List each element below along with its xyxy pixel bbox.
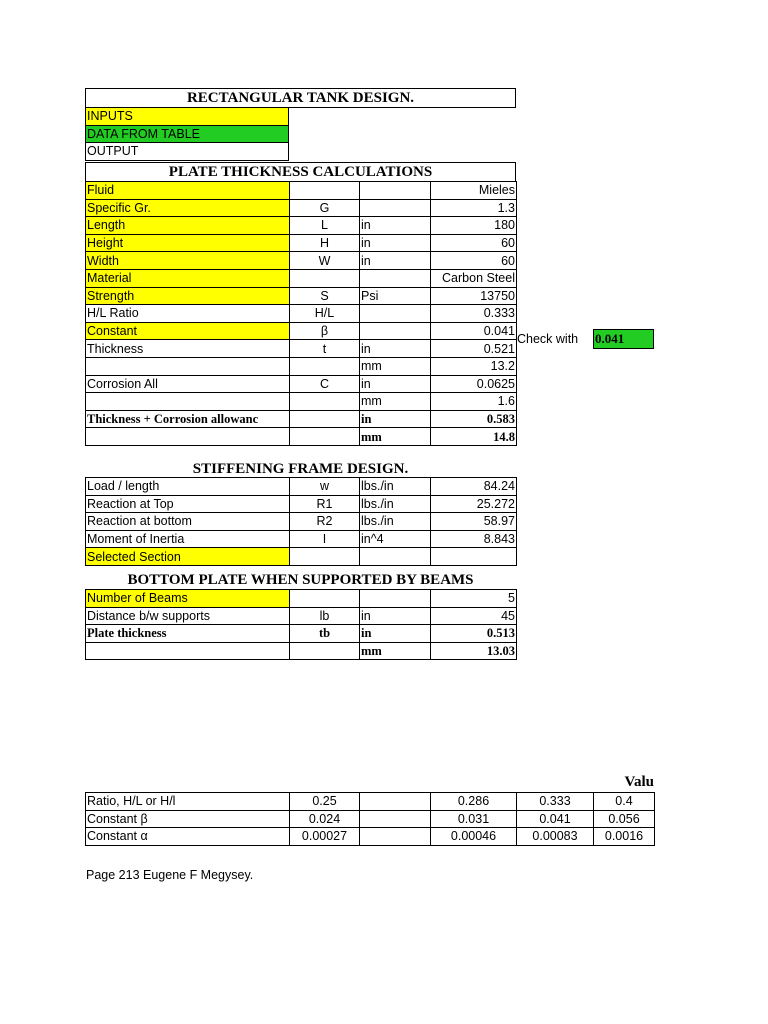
- values-cell: 0.25: [290, 793, 360, 811]
- sheet-title-box: [85, 88, 516, 108]
- values-row: [86, 810, 655, 828]
- bottom-cell-unit: in: [360, 607, 431, 625]
- frame-row: [86, 478, 517, 496]
- page-reference: Page 213 Eugene F Megysey.: [86, 868, 254, 882]
- plate-cell-sym: S: [290, 287, 360, 305]
- plate-cell-label: Height: [86, 234, 290, 252]
- bottom-cell-value: 45: [431, 607, 517, 625]
- bottom-cell-value: 0.513: [431, 625, 517, 643]
- bottom-cell-label: Plate thickness: [86, 625, 290, 643]
- plate-cell-value: 0.521: [431, 340, 517, 358]
- plate-cell-unit: in: [360, 375, 431, 393]
- plate-row: [86, 410, 517, 428]
- values-cell: [360, 828, 431, 846]
- plate-cell-value: 60: [431, 252, 517, 270]
- frame-cell-sym: I: [290, 530, 360, 548]
- frame-cell-unit: lbs./in: [360, 495, 431, 513]
- plate-cell-sym: G: [290, 199, 360, 217]
- plate-row: [86, 287, 517, 305]
- bottom-plate-table: [85, 589, 517, 660]
- frame-cell-value: 84.24: [431, 478, 517, 496]
- frame-row: [86, 530, 517, 548]
- plate-row: [86, 322, 517, 340]
- bottom-cell-unit: in: [360, 625, 431, 643]
- plate-cell-unit: [360, 182, 431, 200]
- bottom-row: [86, 625, 517, 643]
- bottom-cell-value: 5: [431, 590, 517, 608]
- plate-row: [86, 269, 517, 287]
- plate-cell-label: Constant: [86, 322, 290, 340]
- plate-cell-sym: β: [290, 322, 360, 340]
- plate-section-title: PLATE THICKNESS CALCULATIONS: [168, 164, 433, 180]
- plate-row: [86, 305, 517, 323]
- legend-table: [85, 107, 289, 161]
- values-cell: 0.286: [431, 793, 517, 811]
- plate-row: [86, 217, 517, 235]
- frame-cell-unit: lbs./in: [360, 478, 431, 496]
- plate-cell-label: Thickness + Corrosion allowanc: [86, 410, 290, 428]
- plate-cell-sym: [290, 357, 360, 375]
- bottom-cell-unit: [360, 590, 431, 608]
- plate-cell-unit: in: [360, 410, 431, 428]
- plate-cell-value: 14.8: [431, 428, 517, 446]
- frame-cell-unit: [360, 548, 431, 566]
- plate-cell-sym: C: [290, 375, 360, 393]
- bottom-cell-sym: [290, 590, 360, 608]
- values-cell: 0.024: [290, 810, 360, 828]
- stiffening-frame-table: [85, 477, 517, 566]
- plate-row: [86, 234, 517, 252]
- check-value: 0.041: [595, 331, 625, 346]
- bottom-cell-sym: tb: [290, 625, 360, 643]
- bottom-cell-label: Number of Beams: [86, 590, 290, 608]
- plate-cell-label: Width: [86, 252, 290, 270]
- plate-cell-sym: [290, 428, 360, 446]
- plate-cell-value: 1.3: [431, 199, 517, 217]
- plate-cell-value: 13.2: [431, 357, 517, 375]
- plate-cell-label: [86, 357, 290, 375]
- legend-data-from-table: DATA FROM TABLE: [86, 125, 289, 143]
- values-row: [86, 793, 655, 811]
- frame-cell-sym: R1: [290, 495, 360, 513]
- frame-cell-value: 25.272: [431, 495, 517, 513]
- values-table: [85, 792, 655, 846]
- plate-row: [86, 182, 517, 200]
- plate-row: [86, 340, 517, 358]
- plate-cell-sym: H: [290, 234, 360, 252]
- plate-row: [86, 199, 517, 217]
- plate-cell-label: Strength: [86, 287, 290, 305]
- frame-section-title: STIFFENING FRAME DESIGN.: [192, 461, 409, 477]
- frame-row: [86, 495, 517, 513]
- plate-cell-label: [86, 428, 290, 446]
- values-cell: [360, 793, 431, 811]
- plate-cell-value: 0.0625: [431, 375, 517, 393]
- frame-cell-label: Selected Section: [86, 548, 290, 566]
- values-row: [86, 828, 655, 846]
- frame-cell-value: [431, 548, 517, 566]
- bottom-row: [86, 590, 517, 608]
- plate-cell-sym: [290, 182, 360, 200]
- plate-cell-unit: [360, 322, 431, 340]
- plate-cell-unit: in: [360, 217, 431, 235]
- plate-cell-unit: mm: [360, 357, 431, 375]
- plate-thickness-table: [85, 181, 517, 446]
- plate-cell-label: Thickness: [86, 340, 290, 358]
- plate-cell-label: Corrosion All: [86, 375, 290, 393]
- plate-cell-unit: [360, 269, 431, 287]
- plate-cell-value: 180: [431, 217, 517, 235]
- values-heading: Valu: [624, 774, 654, 790]
- plate-cell-unit: in: [360, 234, 431, 252]
- plate-cell-label: Material: [86, 269, 290, 287]
- values-cell: 0.031: [431, 810, 517, 828]
- plate-cell-label: Length: [86, 217, 290, 235]
- frame-row: [86, 513, 517, 531]
- plate-row: [86, 252, 517, 270]
- plate-cell-value: Mieles: [431, 182, 517, 200]
- plate-row: [86, 357, 517, 375]
- bottom-row: [86, 607, 517, 625]
- plate-cell-value: 60: [431, 234, 517, 252]
- check-with-label: Check with: [517, 332, 579, 346]
- plate-cell-label: H/L Ratio: [86, 305, 290, 323]
- plate-cell-value: 0.333: [431, 305, 517, 323]
- values-cell: 0.00027: [290, 828, 360, 846]
- plate-cell-sym: t: [290, 340, 360, 358]
- frame-cell-label: Moment of Inertia: [86, 530, 290, 548]
- plate-cell-sym: [290, 269, 360, 287]
- bottom-cell-sym: lb: [290, 607, 360, 625]
- plate-cell-value: 1.6: [431, 393, 517, 411]
- plate-cell-label: Fluid: [86, 182, 290, 200]
- plate-cell-label: Specific Gr.: [86, 199, 290, 217]
- plate-cell-sym: W: [290, 252, 360, 270]
- values-cell: 0.041: [517, 810, 594, 828]
- bottom-cell-sym: [290, 642, 360, 660]
- plate-cell-unit: [360, 199, 431, 217]
- check-value-cell: [593, 329, 654, 349]
- frame-row: [86, 548, 517, 566]
- frame-cell-unit: in^4: [360, 530, 431, 548]
- plate-cell-unit: in: [360, 252, 431, 270]
- plate-cell-sym: H/L: [290, 305, 360, 323]
- bottom-cell-label: [86, 642, 290, 660]
- plate-cell-sym: [290, 393, 360, 411]
- sheet-title: RECTANGULAR TANK DESIGN.: [186, 90, 415, 106]
- bottom-row: [86, 642, 517, 660]
- values-cell: 0.4: [594, 793, 655, 811]
- plate-cell-unit: mm: [360, 393, 431, 411]
- plate-row: [86, 375, 517, 393]
- values-cell: 0.0016: [594, 828, 655, 846]
- frame-cell-value: 8.843: [431, 530, 517, 548]
- plate-cell-unit: mm: [360, 428, 431, 446]
- plate-row: [86, 393, 517, 411]
- plate-cell-value: 13750: [431, 287, 517, 305]
- bottom-plate-section-title: BOTTOM PLATE WHEN SUPPORTED BY BEAMS: [127, 572, 474, 588]
- legend-output: OUTPUT: [86, 143, 289, 161]
- values-cell: 0.333: [517, 793, 594, 811]
- frame-cell-value: 58.97: [431, 513, 517, 531]
- frame-cell-label: Reaction at Top: [86, 495, 290, 513]
- values-cell: 0.00046: [431, 828, 517, 846]
- frame-cell-sym: R2: [290, 513, 360, 531]
- frame-cell-unit: lbs./in: [360, 513, 431, 531]
- plate-cell-value: 0.583: [431, 410, 517, 428]
- frame-cell-sym: w: [290, 478, 360, 496]
- frame-cell-label: Load / length: [86, 478, 290, 496]
- plate-section-title-box: [85, 162, 516, 182]
- plate-cell-value: 0.041: [431, 322, 517, 340]
- values-row-label: Constant α: [86, 828, 290, 846]
- values-cell: [360, 810, 431, 828]
- plate-cell-unit: in: [360, 340, 431, 358]
- bottom-cell-value: 13.03: [431, 642, 517, 660]
- frame-cell-sym: [290, 548, 360, 566]
- plate-row: [86, 428, 517, 446]
- values-row-label: Ratio, H/L or H/l: [86, 793, 290, 811]
- values-cell: 0.056: [594, 810, 655, 828]
- plate-cell-sym: L: [290, 217, 360, 235]
- plate-cell-label: [86, 393, 290, 411]
- frame-cell-label: Reaction at bottom: [86, 513, 290, 531]
- legend-inputs: INPUTS: [86, 108, 289, 126]
- values-cell: 0.00083: [517, 828, 594, 846]
- plate-cell-sym: [290, 410, 360, 428]
- values-row-label: Constant β: [86, 810, 290, 828]
- plate-cell-unit: [360, 305, 431, 323]
- plate-cell-value: Carbon Steel: [431, 269, 517, 287]
- plate-cell-unit: Psi: [360, 287, 431, 305]
- bottom-cell-unit: mm: [360, 642, 431, 660]
- bottom-cell-label: Distance b/w supports: [86, 607, 290, 625]
